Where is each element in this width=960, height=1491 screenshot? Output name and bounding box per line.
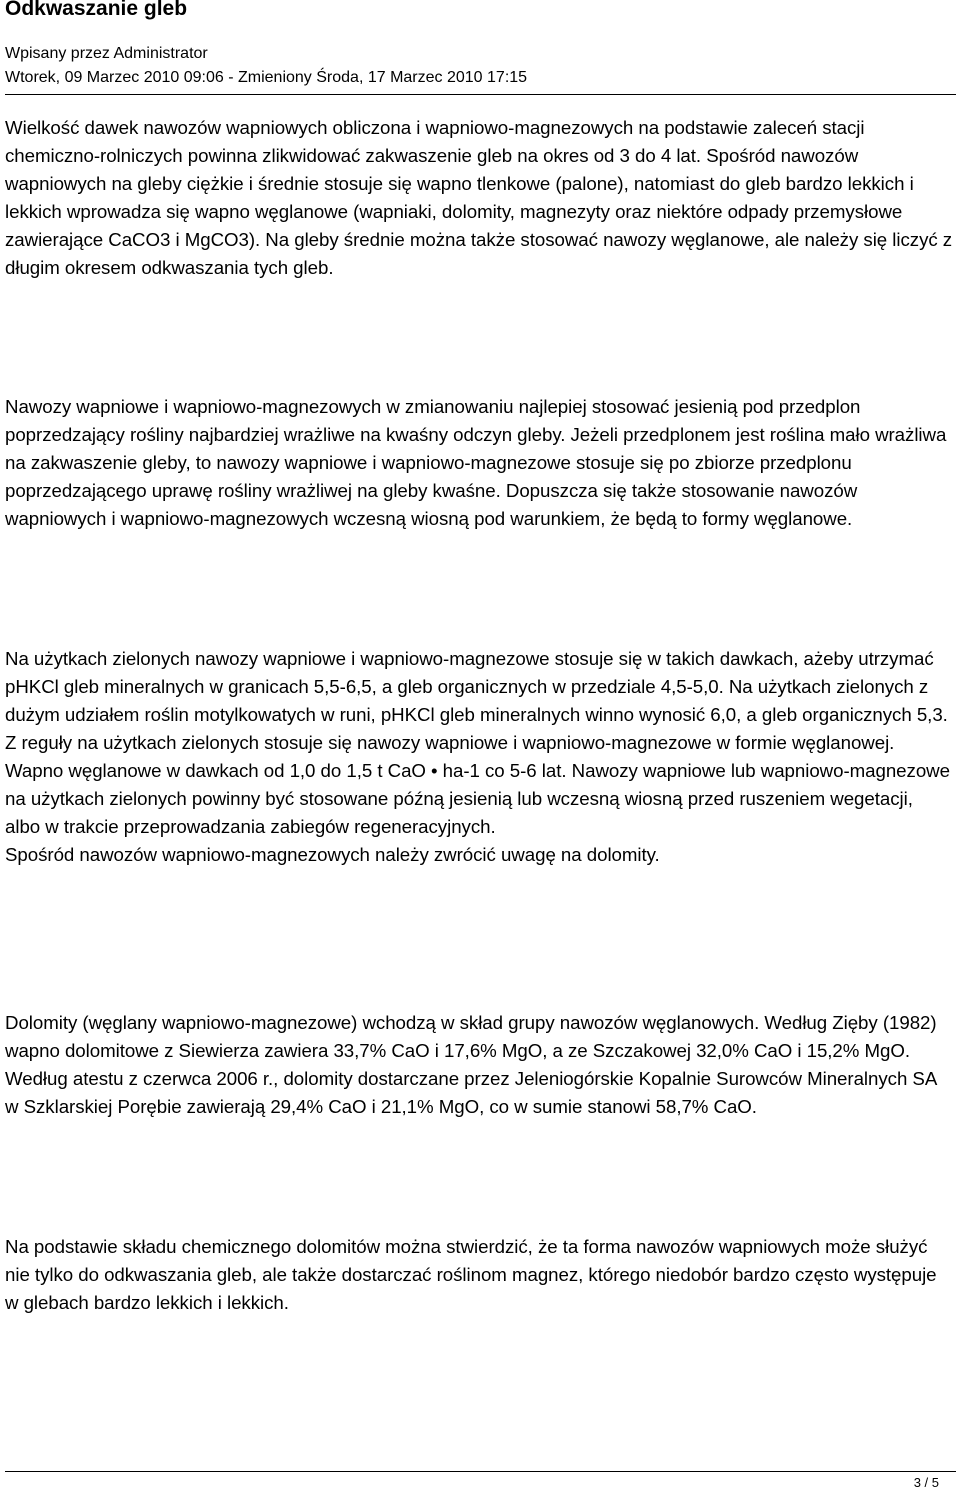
page-title: Odkwaszanie gleb [5,0,188,20]
paragraph-crop-rotation: Nawozy wapniowe i wapniowo-magnezowych w zmianowaniu najlepiej stosować jesienią pod przedplon poprzedzający rośliny najbardziej wrażliwe na kwaśny odczyn gleby. Jeżeli przedplonem jest roślina mało wrażliwa na zakwaszenie gleby, to nawozy wapniowe i wapniowo-magnezowe stosuje się po zbiorze przedplonu poprzedzającego uprawę rośliny wrażliwej na gleby kwaśne. Dopuszcza się także stosowanie nawozów wapniowych i wapniowo-magnezowych wczesną wiosną pod warunkiem, że będą to formy węglanowe. [5,396,947,529]
header-divider [5,94,956,95]
paragraph-conclusion: Na podstawie składu chemicznego dolomitów można stwierdzić, że ta forma nawozów wapniowych może służyć nie tylko do odkwaszania gleb, ale także dostarczać roślinom magnez, którego niedobór bardzo często występuje w glebach bardzo lekkich i lekkich. [5,1236,937,1313]
paragraph-grasslands: Na użytkach zielonych nawozy wapniowe i wapniowo-magnezowe stosuje się w takich dawkach, ażeby utrzymać pHKCl gleb mineralnych w granicach 5,5-6,5, a gleb organicznych w przedziale 4,5-5,0. Na użytkach zielonych z dużym udziałem roślin motylkowatych w runi, pHKCl gleb mineralnych winno wynosić 6,0, a gleb organicznych 5,3. Z reguły na użytkach zielonych stosuje się nawozy wapniowe i wapniowo-magnezowe w formie węglanowej. Wapno węglanowe w dawkach od 1,0 do 1,5 t CaO • ha-1 co 5-6 lat. Nawozy wapniowe lub wapniowo-magnezowe na użytkach zielonych powinny być stosowane późną jesienią lub wczesną wiosną przed ruszeniem wegetacji, albo w trakcie przeprowadzania zabiegów regeneracyjnych. Spośród nawozów wapniowo-magnezowych należy zwrócić uwagę na dolomity. [5,648,950,865]
paragraph-dose-size: Wielkość dawek nawozów wapniowych obliczona i wapniowo-magnezowych na podstawie zaleceń stacji chemiczno-rolniczych powinna zlikwidować zakwaszenie gleb na okres od 3 do 4 lat. Spośród nawozów wapniowych na gleby ciężkie i średnie stosuje się wapno tlenkowe (palone), natomiast do gleb bardzo lekkich i lekkich wprowadza się wapno węglanowe (wapniaki, dolomity, magnezyty oraz niektóre odpady przemysłowe zawierające CaCO3 i MgCO3). Na gleby średnie można także stosować nawozy węglanowe, ale należy się liczyć z długim okresem odkwaszania tych gleb. [5,117,953,278]
page-number: 3 / 5 [913,1475,939,1490]
footer-divider [5,1471,956,1472]
dates-line: Wtorek, 09 Marzec 2010 09:06 - Zmieniony Środa, 17 Marzec 2010 17:15 [5,69,528,86]
author-line: Wpisany przez Administrator [5,45,208,62]
paragraph-dolomites: Dolomity (węglany wapniowo-magnezowe) wchodzą w skład grupy nawozów węglanowych. Według Zięby (1982) wapno dolomitowe z Siewierza zawiera 33,7% CaO i 17,6% MgO, a ze Szczakowej 32,0% CaO i 15,2% MgO. Według atestu z czerwca 2006 r., dolomity dostarczane przez Jeleniogórskie Kopalnie Surowców Mineralnych SA w Szklarskiej Porębie zawierają 29,4% CaO i 21,1% MgO, co w sumie stanowi 58,7% CaO. [5,1012,937,1117]
